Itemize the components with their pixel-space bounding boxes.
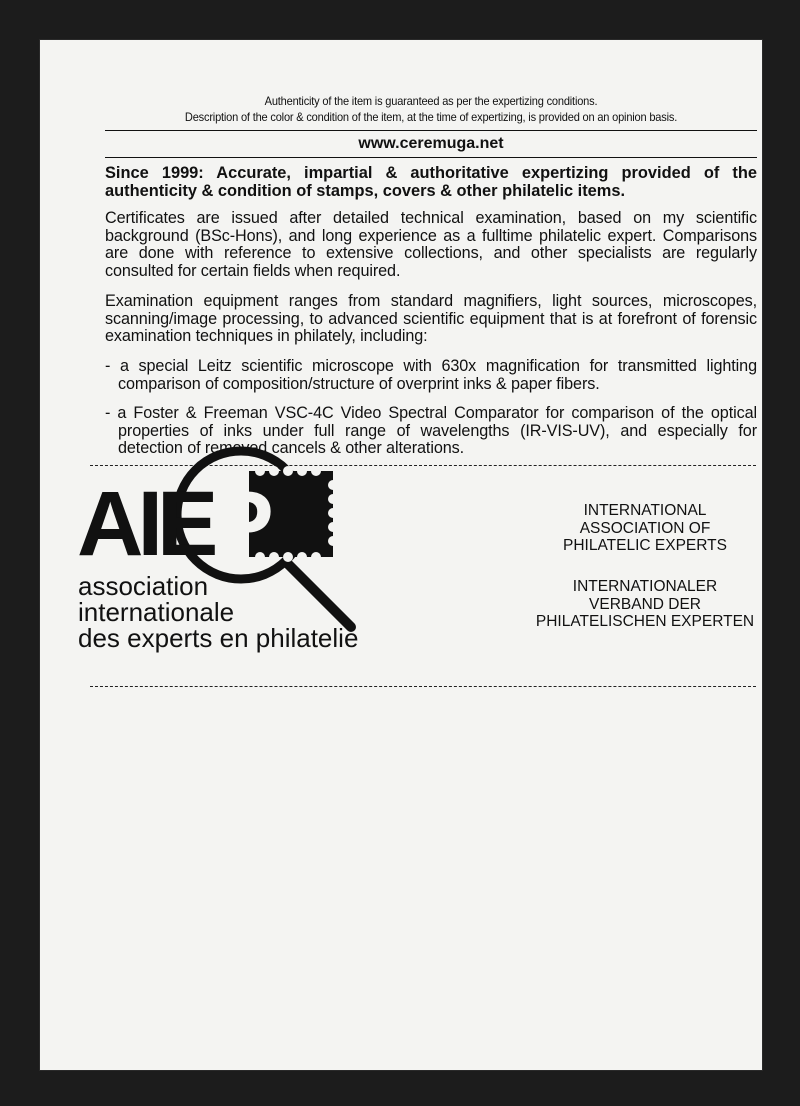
intro-statement: Since 1999: Accurate, impartial & authoritative expertizing provided of the authenticity & condition of stamps, covers & other philatelic items.: [105, 164, 757, 200]
association-english-line: ASSOCIATION OF: [579, 519, 711, 537]
aiep-logo: [73, 435, 393, 665]
bullet-microscope: - a special Leitz scientific microscope with 630x magnification for transmitted lighting comparison of composition/structure of overprint inks & paper fibers.: [105, 357, 757, 393]
association-german-line: PHILATELISCHEN EXPERTEN: [535, 613, 755, 630]
dashed-divider-bottom: [90, 686, 756, 687]
magnifier-handle: [286, 562, 351, 627]
bullet-spectral-comparator: - a Foster & Freeman VSC-4C Video Spectral Comparator for comparison of the optical properties of inks under full range of wavelengths (IR-VIS-UV), and especially for detection of removed cancels & other alterations.: [105, 404, 757, 458]
logo-tagline-1: association: [78, 571, 209, 601]
association-names: [545, 502, 745, 555]
association-english-line: INTERNATIONAL: [583, 502, 707, 519]
header-divider: [105, 130, 757, 131]
guarantee-line: Authenticity of the item is guaranteed as per the expertizing conditions.: [264, 94, 598, 108]
document-page: [40, 40, 762, 1070]
association-english: [545, 502, 745, 555]
acronym-ai: AI: [77, 473, 157, 575]
opinion-line: Description of the color & condition of the item, at the time of expertizing, is provided on an opinion basis.: [184, 110, 678, 124]
association-german-line: INTERNATIONALER: [572, 578, 718, 595]
acronym-p: P: [212, 473, 268, 575]
certificates-paragraph: Certificates are issued after detailed technical examination, based on my scientific background (BSc-Hons), and long experience as a fulltime philatelic expert. Comparisons are done with reference to extensive collections, and other specialists are regularly consulted for certain fields when required.: [105, 209, 757, 280]
association-german: [525, 578, 765, 631]
logo-tagline-3: des experts en philatelie: [78, 623, 359, 653]
website-link[interactable]: www.ceremuga.net: [358, 135, 504, 152]
acronym-e: E: [157, 473, 213, 575]
website-divider: [105, 157, 757, 158]
equipment-paragraph: Examination equipment ranges from standard magnifiers, light sources, microscopes, scanning/image processing, to advanced scientific equipment that is at forefront of forensic examination techniques in philately, including:: [105, 292, 757, 346]
association-english-line: PHILATELIC EXPERTS: [563, 537, 727, 554]
logo-tagline-2: internationale: [78, 597, 235, 627]
association-german-line: VERBAND DER: [589, 595, 701, 613]
aiep-acronym: [77, 473, 271, 575]
